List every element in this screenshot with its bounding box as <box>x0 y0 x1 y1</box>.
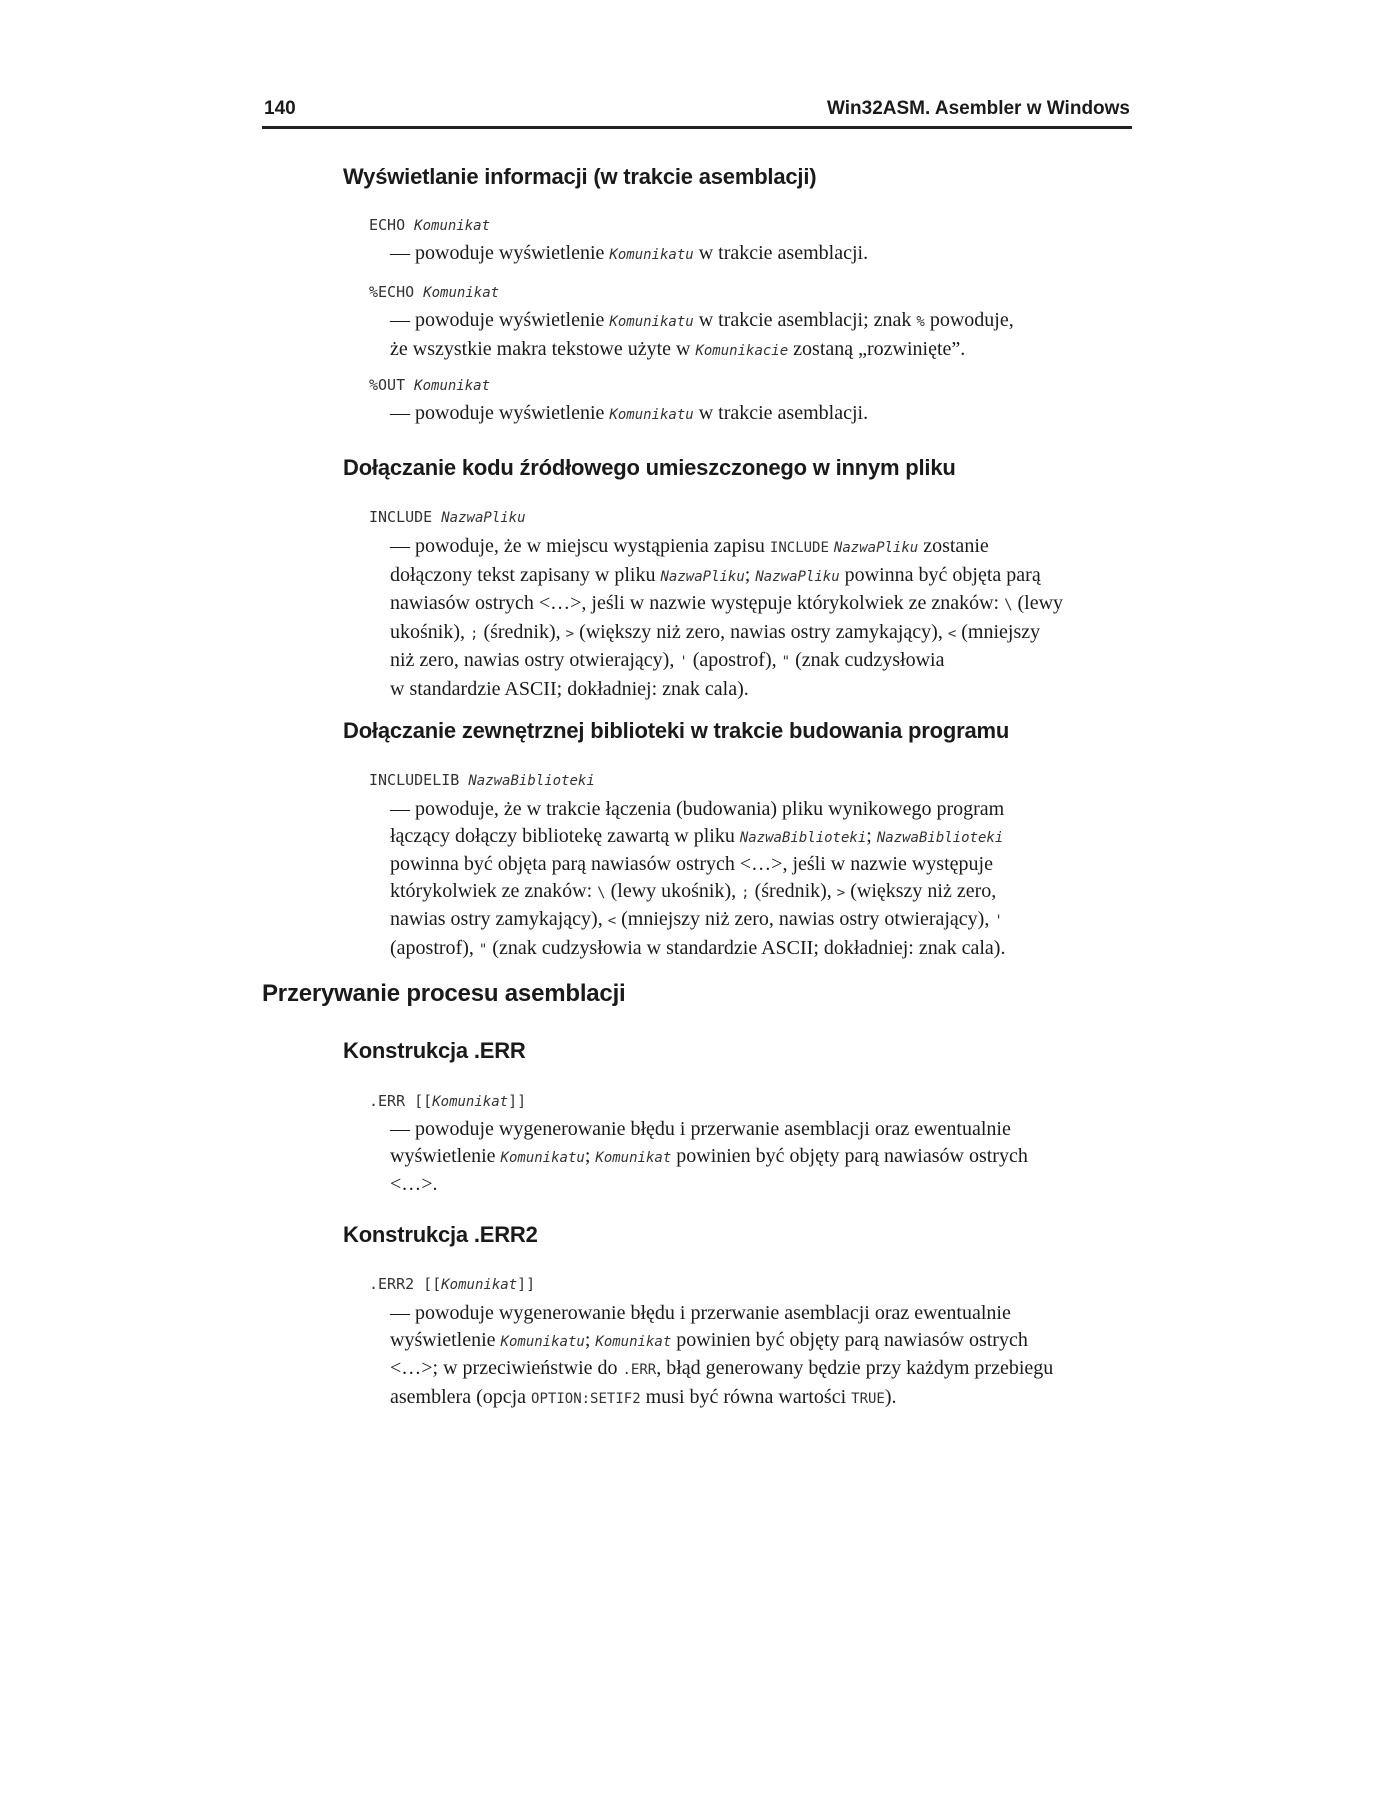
keyword: INCLUDE <box>369 508 433 526</box>
description-err <box>390 1116 1130 1198</box>
page-number: 140 <box>264 98 296 119</box>
desc-line: — powoduje wygenerowanie błędu i przerwanie asemblacji oraz ewentualnie <box>390 1118 1011 1140</box>
desc-line: — powoduje, że w miejscu wystąpienia zapisu INCLUDE NazwaPliku zostanie <box>390 535 989 557</box>
desc-line: <…>. <box>390 1173 438 1195</box>
description-includelib <box>390 796 1130 963</box>
param: Komunikat <box>423 285 500 301</box>
desc-line: w standardzie ASCII; dokładniej: znak cala). <box>390 677 749 700</box>
desc-line: — powoduje wyświetlenie Komunikatu w trakcie asemblacji. <box>390 402 869 424</box>
book-title: Win32ASM. Asembler w Windows <box>827 98 1130 119</box>
param: NazwaPliku <box>441 510 526 526</box>
running-head <box>262 96 1132 129</box>
heading-err: Konstrukcja .ERR <box>343 1038 526 1063</box>
keyword: %ECHO <box>369 283 415 301</box>
desc-line: wyświetlenie Komunikatu; Komunikat powinien być objęty parą nawiasów ostrych <box>390 1144 1028 1167</box>
desc-line: ukośnik), ; (średnik), > (większy niż zero, nawias ostry zamykający), < (mniejszy <box>390 620 1041 643</box>
desc-line: — powoduje, że w trakcie łączenia (budowania) pliku wynikowego program <box>390 798 1005 820</box>
description-percent-echo <box>390 307 1130 364</box>
signature-err: .ERR [[Komunikat]] <box>369 1092 527 1110</box>
desc-line: że wszystkie makra tekstowe użyte w Komunikacie zostaną „rozwinięte”. <box>390 337 966 360</box>
desc-line: <…>; w przeciwieństwie do .ERR, błąd generowany będzie przy każdym przebiegu <box>390 1357 1054 1379</box>
param: Komunikat <box>441 1277 518 1293</box>
desc-line: nawias ostry zamykający), < (mniejszy niż zero, nawias ostry otwierający), ' <box>390 908 1003 930</box>
heading-include-source: Dołączanie kodu źródłowego umieszczonego w innym pliku <box>343 455 956 480</box>
keyword: INCLUDELIB <box>369 771 460 789</box>
keyword: %OUT <box>369 376 406 394</box>
description-echo <box>390 240 1130 269</box>
desc-line: asemblera (opcja OPTION:SETIF2 musi być równa wartości TRUE). <box>390 1385 897 1408</box>
signature-percent-echo <box>369 283 499 301</box>
param: NazwaBiblioteki <box>468 773 595 789</box>
heading-display-info: Wyświetlanie informacji (w trakcie asemblacji) <box>343 164 817 189</box>
keyword: ECHO <box>369 216 406 234</box>
description-percent-out <box>390 400 1130 429</box>
param: Komunikat <box>414 218 491 234</box>
desc-line: którykolwiek ze znaków: \ (lewy ukośnik), ; (średnik), > (większy niż zero, <box>390 879 997 902</box>
heading-err2: Konstrukcja .ERR2 <box>343 1222 538 1247</box>
desc-line: — powoduje wyświetlenie Komunikatu w trakcie asemblacji. <box>390 242 869 264</box>
signature-echo <box>369 216 490 234</box>
desc-line: (apostrof), " (znak cudzysłowia w standardzie ASCII; dokładniej: znak cala). <box>390 936 1006 959</box>
param: Komunikat <box>414 378 491 394</box>
signature-err2: .ERR2 [[Komunikat]] <box>369 1275 536 1293</box>
desc-line: niż zero, nawias ostry otwierający), ' (apostrof), " (znak cudzysłowia <box>390 649 945 671</box>
signature-include <box>369 508 526 526</box>
desc-line: powinna być objęta parą nawiasów ostrych <…>, jeśli w nazwie występuje <box>390 853 993 875</box>
signature-includelib <box>369 771 595 789</box>
desc-line: dołączony tekst zapisany w pliku NazwaPliku; NazwaPliku powinna być objęta parą <box>390 563 1041 586</box>
desc-line: łączący dołączy bibliotekę zawartą w pliku NazwaBiblioteki; NazwaBiblioteki <box>390 824 1004 847</box>
desc-line: wyświetlenie Komunikatu; Komunikat powinien być objęty parą nawiasów ostrych <box>390 1328 1028 1351</box>
heading-include-library: Dołączanie zewnętrznej biblioteki w trakcie budowania programu <box>343 718 1010 743</box>
desc-line: — powoduje wyświetlenie Komunikatu w trakcie asemblacji; znak % powoduje, <box>390 309 1014 331</box>
signature-percent-out <box>369 376 490 394</box>
description-err2 <box>390 1300 1130 1412</box>
description-include <box>390 533 1130 702</box>
heading-abort-assembly: Przerywanie procesu asemblacji <box>262 980 626 1007</box>
desc-line: — powoduje wygenerowanie błędu i przerwanie asemblacji oraz ewentualnie <box>390 1302 1011 1324</box>
desc-line: nawiasów ostrych <…>, jeśli w nazwie występuje którykolwiek ze znaków: \ (lewy <box>390 592 1064 614</box>
param: Komunikat <box>432 1094 509 1110</box>
